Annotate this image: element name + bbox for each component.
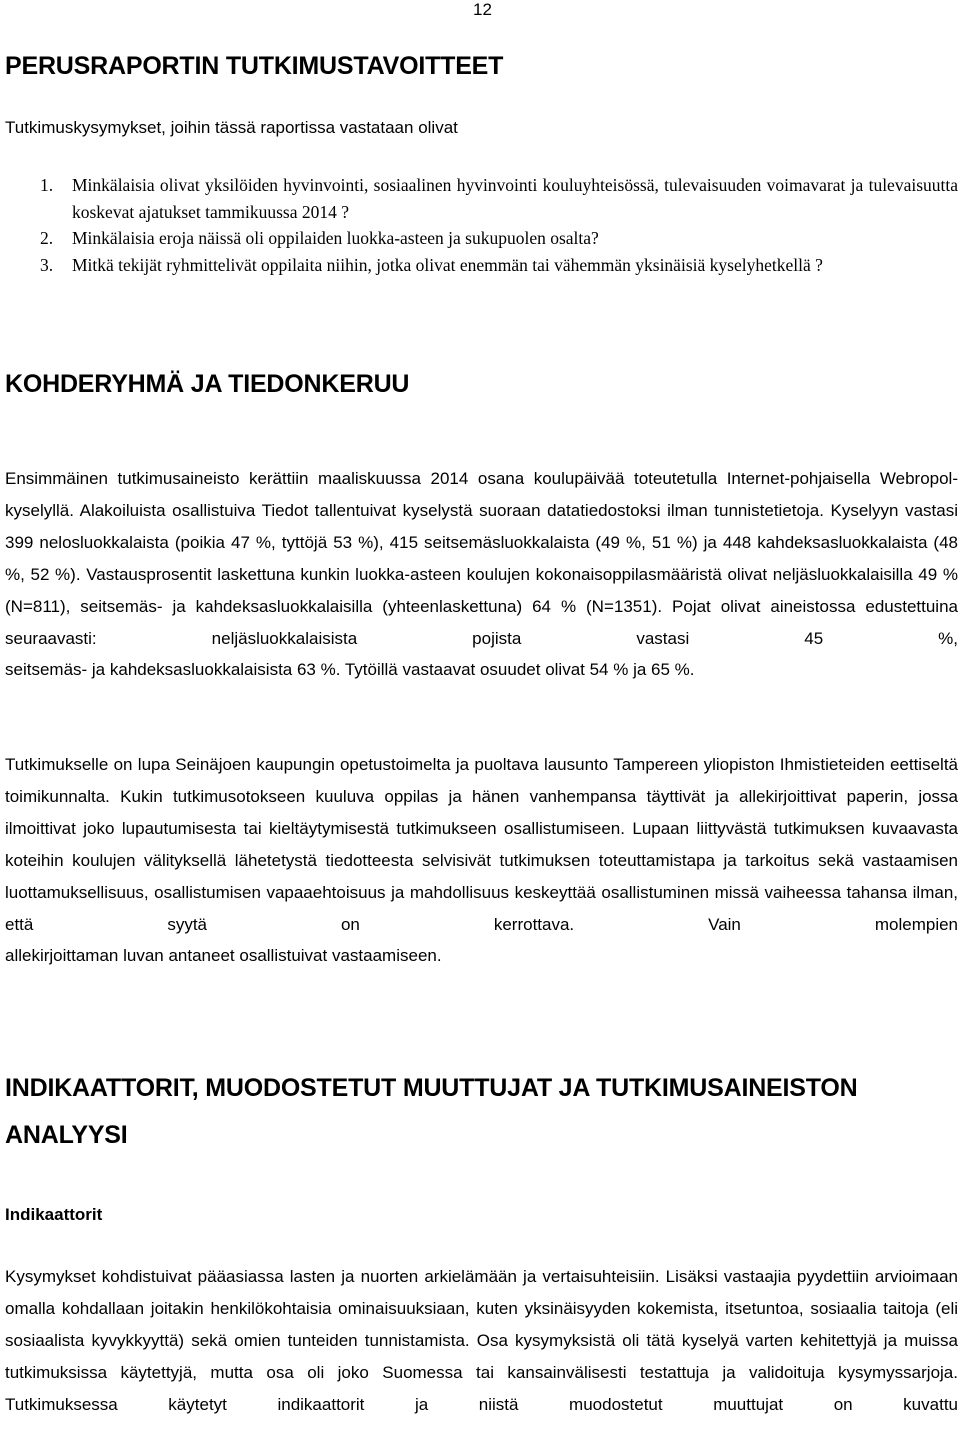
question-number: 2. <box>40 228 54 248</box>
section-heading-indikaattorit: INDIKAATTORIT, MUODOSTETUT MUUTTUJAT JA TUTKIMUSAINEISTON ANALYYSI <box>5 1074 858 1149</box>
paragraph-research-permit <box>5 749 958 972</box>
research-question <box>5 172 958 225</box>
section-heading-tutkimustavoitteet: PERUSRAPORTIN TUTKIMUSTAVOITTEET <box>5 52 504 80</box>
research-question <box>5 225 958 252</box>
intro-text: Tutkimuskysymykset, joihin tässä raportissa vastataan olivat <box>5 118 458 137</box>
subheading-indikaattorit: Indikaattorit <box>5 1205 103 1224</box>
question-text: Minkälaisia eroja näissä oli oppilaiden luokka-asteen ja sukupuolen osalta? <box>72 228 599 248</box>
question-number: 3. <box>40 254 54 275</box>
research-question <box>5 252 958 279</box>
page-number: 12 <box>473 0 492 19</box>
section-heading-kohderyhma: KOHDERYHMÄ JA TIEDONKERUU <box>5 370 410 398</box>
paragraph-last-line: allekirjoittaman luvan antaneet osallistuivat vastaamiseen. <box>5 946 442 966</box>
paragraph-last-line: seitsemäs- ja kahdeksasluokkalaisista 63 %. Tytöillä vastaavat osuudet olivat 54 % ja 65 %. <box>5 660 695 680</box>
paragraph-body: Tutkimukselle on lupa Seinäjoen kaupungin opetustoimelta ja puoltava lausunto Tampereen yliopiston Ihmistieteiden eettiseltä toimikunnalta. Kukin tutkimusotokseen kuuluva oppilas ja hänen vanhempansa täyttivät ja allekirjoittivat paperin, jossa ilmoittivat joko lupautumisesta tai kieltäytymisestä tutkimukseen osallistumiseen. Lupaan liittyvästä tutkimuksen kuvaavasta koteihin koulujen välityksellä lähetetystä tiedotteesta selvisivät tutkimuksen toteuttamistapa ja tarkoitus sekä vastaamisen luottamuksellisuus, osallistumisen vapaaehtoisuus ja mahdollisuus keskeyttää osallistuminen missä vaiheessa tahansa ilman, että syytä on kerrottava. Vain molempien <box>5 755 958 934</box>
question-text: Minkälaisia olivat yksilöiden hyvinvointi, sosiaalinen hyvinvointi kouluyhteisössä, tulevaisuuden voimavarat ja tulevaisuutta koskevat ajatukset tammikuussa 2014 ? <box>72 175 958 222</box>
research-question-list <box>5 172 958 278</box>
paragraph-indicators: Kysymykset kohdistuivat pääasiassa lasten ja nuorten arkielämään ja vertaisuhteisiin. Lisäksi vastaajia pyydettiin arvioimaan omalla kohdallaan joitakin henkilökohtaisia ominaisuuksiaan, kuten yksinäisyyden kokemista, itsetuntoa, sosiaalia taitoja (eli sosiaalista kyvykkyyttä) sekä omien tunteiden tunnistamista. Osa kysymyksistä oli tätä kyselyä varten kehitettyjä ja muissa tutkimuksissa käytettyjä, mutta osa oli joko Suomessa tai kansainvälisesti testattuja ja validoituja kysymyssarjoja. Tutkimuksessa käytetyt indikaattorit ja niistä muodostetut muuttujat on kuvattu <box>5 1267 958 1414</box>
paragraph-data-collection <box>5 463 958 686</box>
paragraph-body: Ensimmäinen tutkimusaineisto kerättiin maaliskuussa 2014 osana koulupäivää toteutetulla Internet-pohjaisella Webropol-kyselyllä. Alakoiluista osallistuiva Tiedot tallentuivat kyselystä suoraan datatiedostoksi ilman tunnistetietoja. Kyselyyn vastasi 399 nelosluokkalaista (poikia 47 %, tyttöjä 53 %), 415 seitsemäsluokkalaista (49 %, 51 %) ja 448 kahdeksasluokkalaista (48 %, 52 %). Vastausprosentit laskettuna kunkin luokka-asteen koulujen kokonaisoppilasmääristä olivat neljäsluokkalaisilla 49 % (N=811), seitsemäs- ja kahdeksasluokkalaisilla (yhteenlaskettuna) 64 % (N=1351). Pojat olivat aineistossa edustettuina seuraavasti: neljäsluokkalaisista pojista vastasi 45 %, <box>5 469 958 648</box>
question-number: 1. <box>40 175 54 195</box>
question-text: Mitkä tekijät ryhmittelivät oppilaita niihin, jotka olivat enemmän tai vähemmän yksinäisiä kyselyhetkellä ? <box>72 254 823 275</box>
